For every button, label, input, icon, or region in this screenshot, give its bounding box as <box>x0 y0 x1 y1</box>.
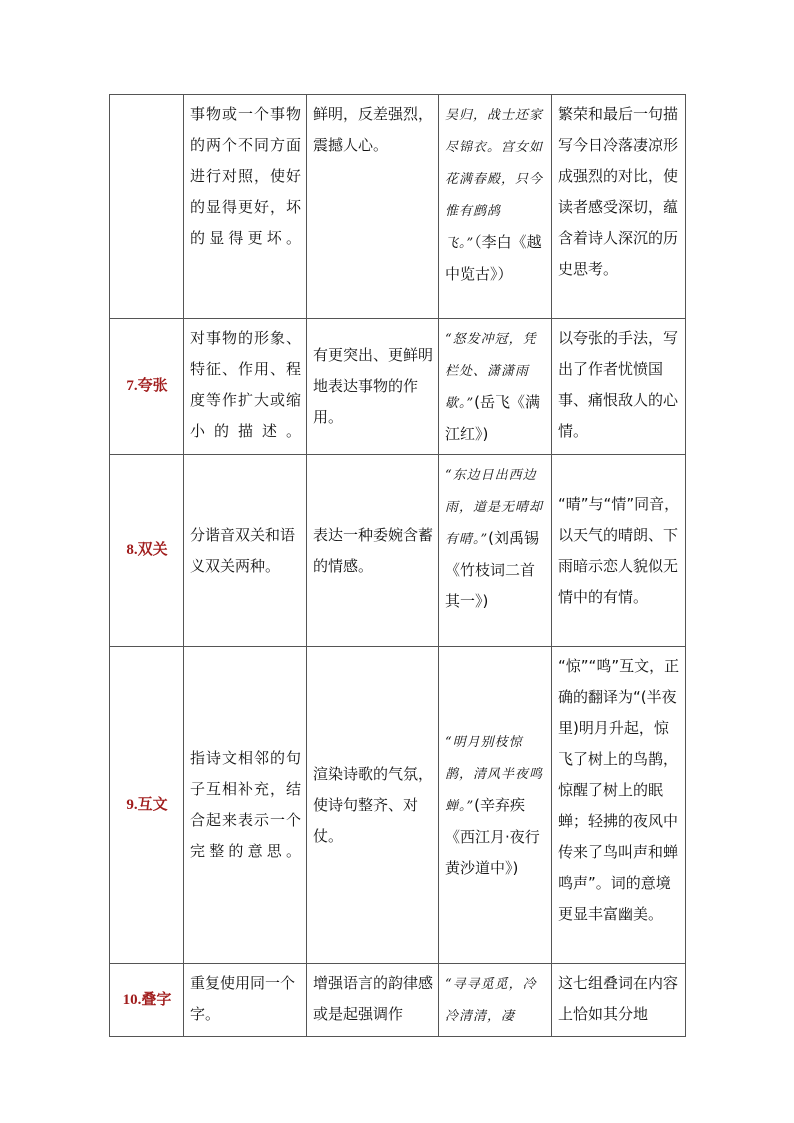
definition-cell: 指诗文相邻的句子互相补充，结合起来表示一个完整的意思。 <box>184 647 307 964</box>
example-cell <box>439 319 552 455</box>
rhetoric-table <box>109 94 686 1037</box>
example-poem: “明月别枝惊鹊，清风半夜鸣蝉。” <box>445 735 544 814</box>
effect-cell: 表达一种委婉含蓄的情感。 <box>307 455 439 647</box>
example-poem: “寻寻觅觅，冷冷清清，凄 <box>445 977 537 1024</box>
analysis-cell: 这七组叠词在内容上恰如其分地 <box>552 964 686 1037</box>
definition-cell: 重复使用同一个字。 <box>184 964 307 1037</box>
analysis-cell: “晴”与“情”同音，以天气的晴朗、下雨暗示恋人貌似无情中的有情。 <box>552 455 686 647</box>
device-name: 10.叠字 <box>110 964 184 1037</box>
effect-cell: 鲜明，反差强烈，震撼人心。 <box>307 95 439 319</box>
example-source: (岳飞《满江红》) <box>445 393 541 443</box>
device-name: 9.互文 <box>110 647 184 964</box>
example-source: （李白《越中览古》） <box>445 233 542 283</box>
example-cell <box>439 95 552 319</box>
definition-cell: 分谐音双关和语义双关两种。 <box>184 455 307 647</box>
table-row <box>110 455 686 647</box>
example-poem: 吴归，战士还家尽锦衣。宫女如花满春殿，只今惟有鹧鸪飞。” <box>445 108 544 251</box>
example-poem: “怒发冲冠，凭栏处、潇潇雨歇。” <box>445 332 537 411</box>
analysis-cell: 以夸张的手法，写出了作者忧愤国事、痛恨敌人的心情。 <box>552 319 686 455</box>
example-cell <box>439 647 552 964</box>
example-cell <box>439 455 552 647</box>
analysis-cell: 繁荣和最后一句描写今日冷落凄凉形成强烈的对比，使读者感受深切，蕴含着诗人深沉的历史思考。 <box>552 95 686 319</box>
example-cell <box>439 964 552 1037</box>
effect-cell: 有更突出、更鲜明地表达事物的作用。 <box>307 319 439 455</box>
example-source: (辛弃疾《西江月·夜行黄沙道中》) <box>445 796 540 877</box>
example-poem: “东边日出西边雨，道是无晴却有晴。” <box>445 468 544 547</box>
table-row <box>110 319 686 455</box>
effect-cell: 增强语言的韵律感或是起强调作 <box>307 964 439 1037</box>
device-name: 7.夸张 <box>110 319 184 455</box>
effect-cell: 渲染诗歌的气氛，使诗句整齐、对仗。 <box>307 647 439 964</box>
analysis-cell: “惊”“鸣”互文，正确的翻译为“(半夜里)明月升起，惊飞了树上的鸟鹊，惊醒了树上的眠蝉；轻拂的夜风中传来了鸟叫声和蝉鸣声”。词的意境更显丰富幽美。 <box>552 647 686 964</box>
table-row <box>110 95 686 319</box>
device-name: 8.双关 <box>110 455 184 647</box>
definition-cell: 对事物的形象、特征、作用、程度等作扩大或缩小的描述。 <box>184 319 307 455</box>
example-source: (刘禹锡《竹枝词二首其一》) <box>445 529 540 610</box>
device-name <box>110 95 184 319</box>
table-row <box>110 964 686 1037</box>
table-row <box>110 647 686 964</box>
definition-cell: 事物或一个事物的两个不同方面进行对照，使好的显得更好，坏的显得更坏。 <box>184 95 307 319</box>
